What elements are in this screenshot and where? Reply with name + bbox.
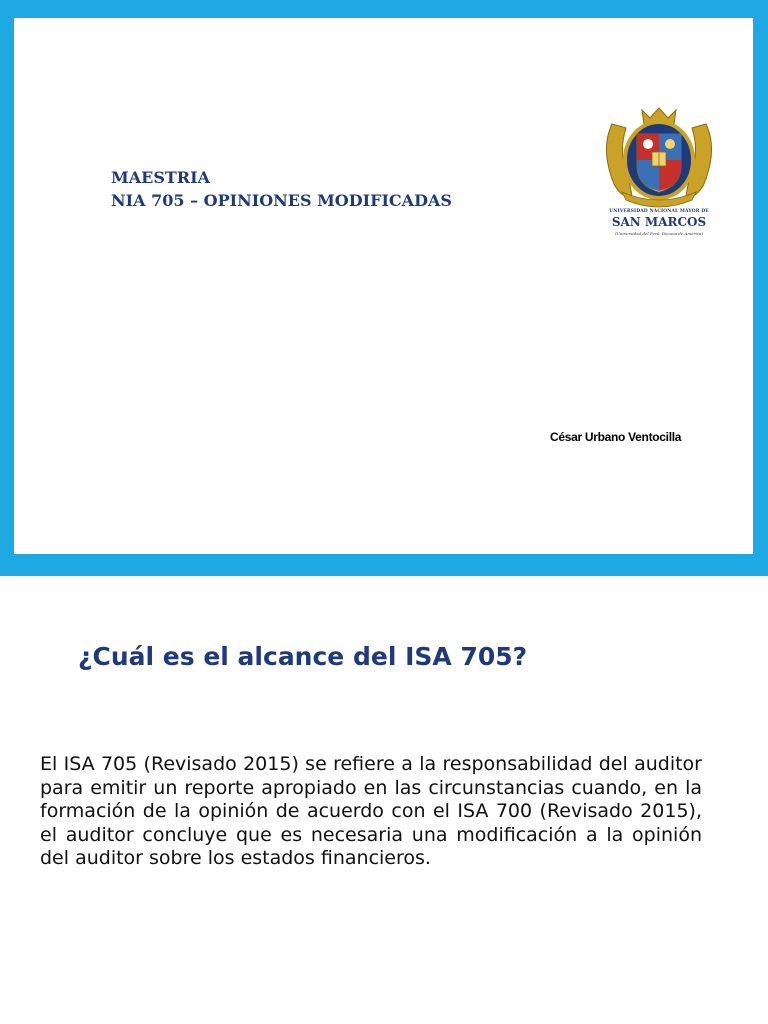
author-name: César Urbano Ventocilla (550, 430, 682, 444)
logo-main-text: SAN MARCOS (611, 215, 707, 229)
slide-title (111, 166, 452, 212)
university-crest-logo (592, 104, 726, 238)
slide-2 (0, 576, 768, 1024)
crest-icon (592, 104, 726, 210)
slide-1-content (14, 18, 753, 554)
title-line-1: MAESTRIA (111, 168, 210, 187)
logo-sub-text: (Universidad del Perú, Decana de América) (615, 231, 703, 236)
title-line-2: NIA 705 – OPINIONES MODIFICADAS (111, 191, 452, 210)
slide-2-heading: ¿Cuál es el alcance del ISA 705? (78, 642, 528, 671)
logo-small-text: UNIVERSIDAD NACIONAL MAYOR DE (609, 209, 709, 214)
slide-2-body: El ISA 705 (Revisado 2015) se refiere a la responsabilidad del auditor para emitir un reporte apropiado en las circunstancias cuando, en la formación de la opinión de acuerdo con el ISA 700 (Revisado 2015), el auditor concluye que es necesaria una modificación a la opinión del auditor sobre los estados financieros. (40, 753, 702, 869)
